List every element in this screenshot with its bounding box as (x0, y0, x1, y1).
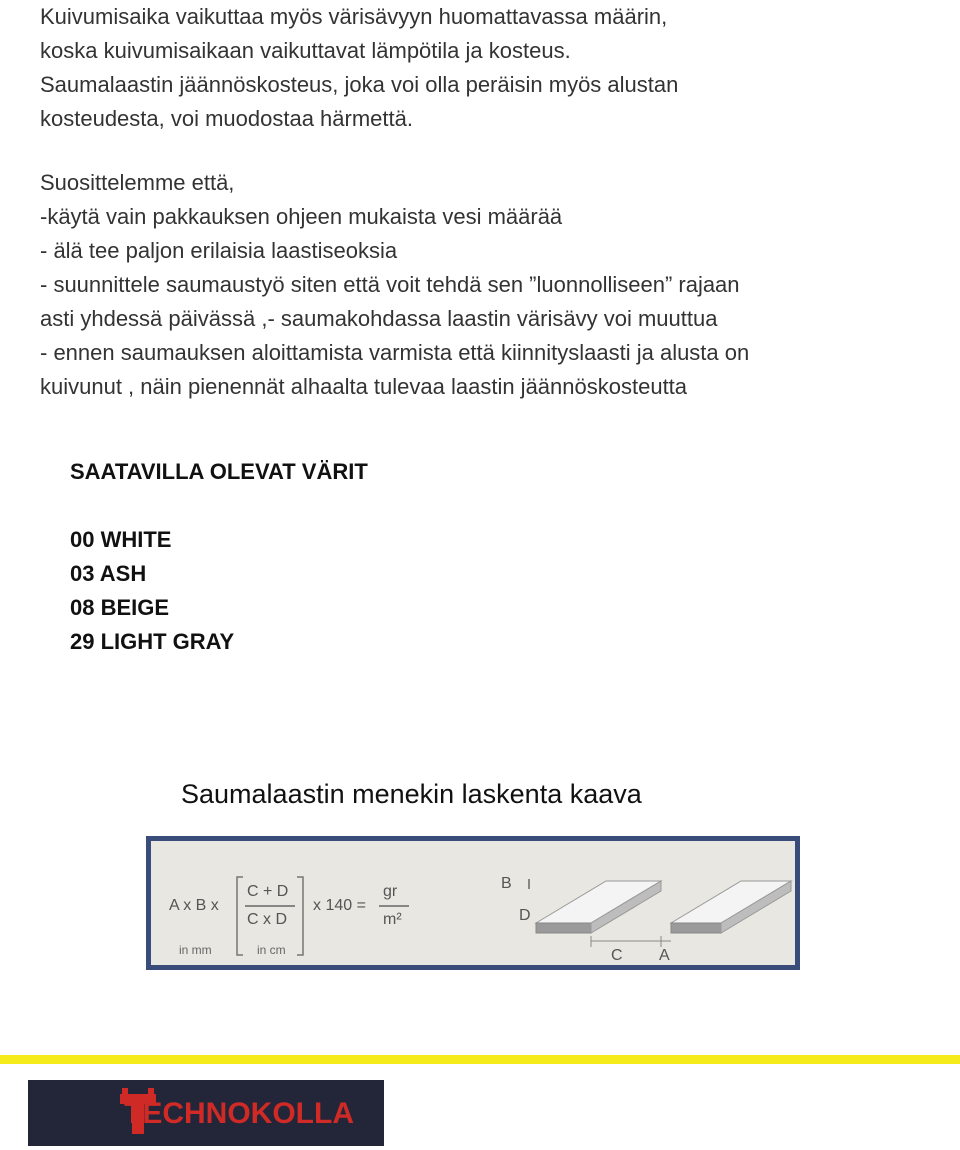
formula-unit-top: gr (383, 883, 398, 900)
formula-axb: A x B x (169, 897, 219, 914)
intro-line: koska kuivumisaikaan vaikuttavat lämpötila ja kosteus. (40, 38, 571, 63)
formula-image (146, 836, 800, 970)
intro-line: Kuivumisaika vaikuttaa myös värisävyyn huomattavassa määrin, (40, 4, 668, 29)
formula-label-b: B (501, 875, 512, 892)
formula-denominator: C x D (247, 911, 287, 928)
recommendations-paragraph (40, 166, 940, 404)
recommendation-line: kuivunut , näin pienennät alhaalta tulevaa laastin jäännöskosteutta (40, 374, 688, 399)
formula-drawing (151, 841, 795, 965)
intro-paragraph (40, 0, 940, 136)
formula-note-cm: in cm (257, 943, 286, 957)
yellow-divider (0, 1055, 960, 1064)
formula-label-d: D (519, 907, 531, 924)
formula-label-c: C (611, 947, 623, 964)
recommendation-line: - suunnittele saumaustyö siten että voit tehdä sen ”luonnolliseen” rajaan (40, 272, 740, 297)
recommendation-line: - älä tee paljon erilaisia laastiseoksia (40, 238, 398, 263)
color-item: 08 BEIGE (70, 595, 170, 620)
intro-line: Saumalaastin jäännöskosteus, joka voi olla peräisin myös alustan (40, 72, 679, 97)
technokolla-logo (28, 1080, 384, 1146)
formula-note-mm: in mm (179, 943, 212, 957)
formula-unit-bottom: m² (383, 911, 402, 928)
recommendation-line: -käytä vain pakkauksen ohjeen mukaista vesi määrää (40, 204, 563, 229)
color-item: 03 ASH (70, 561, 147, 586)
formula-numerator: C + D (247, 883, 289, 900)
colors-heading: SAATAVILLA OLEVAT VÄRIT (70, 459, 368, 484)
logo-wordmark: TECHNOKOLLA (124, 1097, 354, 1130)
recommendation-line: Suosittelemme että, (40, 170, 235, 195)
recommendation-line: - ennen saumauksen aloittamista varmista että kiinnityslaasti ja alusta on (40, 340, 750, 365)
color-item: 29 LIGHT GRAY (70, 629, 235, 654)
colors-list (70, 523, 234, 659)
formula-label-a: A (659, 947, 670, 964)
color-item: 00 WHITE (70, 527, 172, 552)
intro-line: kosteudesta, voi muodostaa härmettä. (40, 106, 413, 131)
formula-title: Saumalaastin menekin laskenta kaava (181, 779, 642, 809)
recommendation-line: asti yhdessä päivässä ,- saumakohdassa laastin värisävy voi muuttua (40, 306, 718, 331)
formula-multiplier: x 140 = (313, 897, 366, 914)
